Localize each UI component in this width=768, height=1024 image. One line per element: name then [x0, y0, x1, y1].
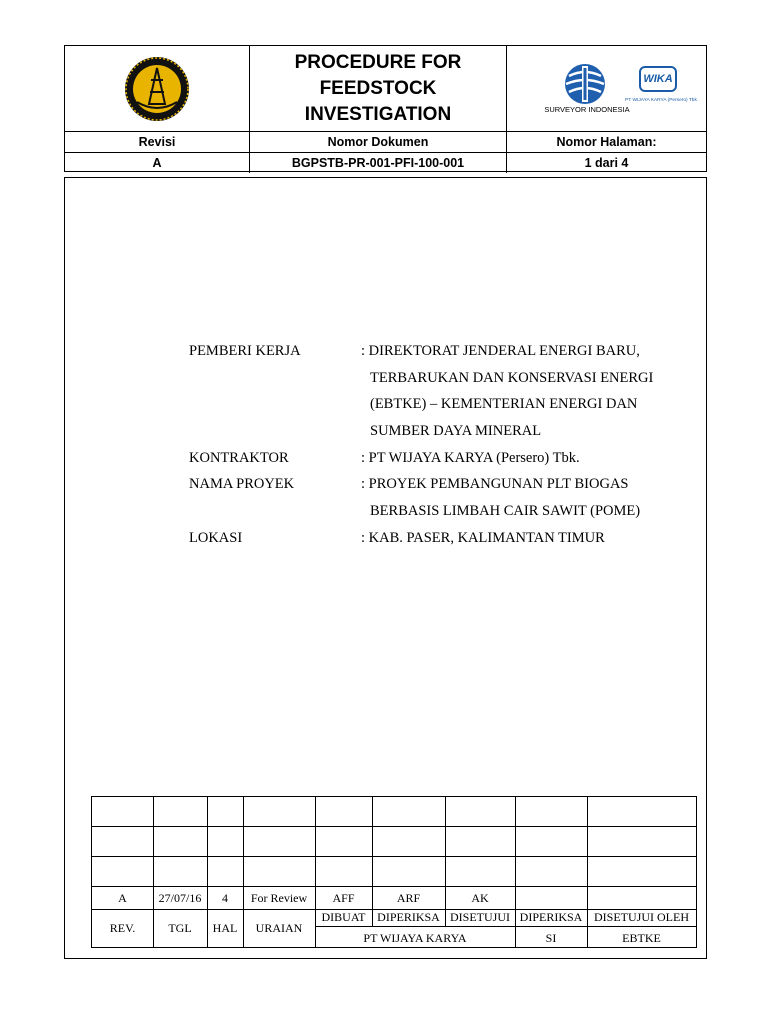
header-tgl: TGL: [168, 921, 192, 935]
header-uraian: URAIAN: [255, 921, 303, 935]
nama-proyek-label: NAMA PROYEK: [189, 476, 295, 493]
nama-proyek-line-2: BERBASIS LIMBAH CAIR SAWIT (POME): [370, 503, 641, 520]
row-divider: [92, 886, 696, 887]
kontraktor-label: KONTRAKTOR: [189, 449, 289, 466]
wika-logo-text: WIKA: [643, 73, 673, 85]
row-divider: [315, 926, 696, 927]
revision-table: [91, 796, 697, 948]
pemberi-kerja-label: PEMBERI KERJA: [189, 343, 301, 359]
pemberi-kerja-line-3: (EBTKE) – KEMENTERIAN ENERGI DAN: [370, 396, 638, 413]
surveyor-label: SURVEYOR INDONESIA: [544, 105, 630, 114]
nomor-halaman-value: 1 dari 4: [584, 156, 629, 170]
header-labels-row: [65, 132, 706, 153]
esdm-logo-cell: [65, 46, 250, 131]
nomor-halaman-label: Nomor Halaman:: [556, 135, 657, 149]
header-disetujui: DISETUJUI: [450, 910, 510, 924]
nomor-dokumen-label: Nomor Dokumen: [250, 132, 507, 152]
pemberi-kerja-line-4: SUMBER DAYA MINERAL: [370, 423, 542, 440]
header-diperiksa-si: DIPERIKSA: [519, 910, 583, 924]
header-rev: REV.: [109, 921, 136, 935]
nomor-dokumen-value: BGPSTB-PR-001-PFI-100-001: [250, 153, 507, 173]
entry-diperiksa: ARF: [396, 891, 421, 905]
lokasi-label: LOKASI: [189, 529, 243, 546]
esdm-emblem-icon: [65, 46, 249, 131]
title-line-2: FEEDSTOCK: [319, 77, 437, 99]
pemberi-kerja-line-2: TERBARUKAN DAN KONSERVASI ENERGI: [370, 369, 654, 386]
lokasi-value: : KAB. PASER, KALIMANTAN TIMUR: [361, 529, 605, 546]
row-divider: [92, 826, 696, 827]
entry-disetujui: AK: [471, 891, 489, 905]
col-divider: [445, 797, 446, 926]
title-line-3: INVESTIGATION: [304, 103, 452, 125]
org-ebtke: EBTKE: [622, 931, 661, 945]
wika-logo: [639, 66, 677, 92]
document-header: [64, 45, 707, 172]
row-divider: [92, 856, 696, 857]
entry-dibuat: AFF: [332, 891, 355, 905]
header-hal: HAL: [212, 921, 238, 935]
org-wika: PT WIJAYA KARYA: [363, 931, 467, 945]
entry-tgl: 27/07/16: [158, 891, 202, 905]
header-top-row: [65, 46, 706, 132]
nama-proyek-line-1: : PROYEK PEMBANGUNAN PLT BIOGAS: [361, 476, 629, 493]
pemberi-kerja-line-1: : DIREKTORAT JENDERAL ENERGI BARU,: [361, 343, 640, 359]
header-values-row: [65, 153, 706, 173]
entry-rev: A: [118, 891, 127, 905]
wika-label: PT WIJAYA KARYA (Persero) Tbk: [625, 98, 697, 103]
col-divider: [372, 797, 373, 926]
entry-uraian: For Review: [250, 891, 308, 905]
revisi-label: Revisi: [65, 132, 250, 152]
document-title: [250, 46, 507, 131]
kontraktor-value: : PT WIJAYA KARYA (Persero) Tbk.: [361, 449, 580, 466]
partner-logos-cell: [507, 46, 706, 131]
org-si: SI: [545, 931, 557, 945]
header-diperiksa: DIPERIKSA: [377, 910, 440, 924]
header-dibuat: DIBUAT: [321, 910, 366, 924]
title-line-1: PROCEDURE FOR: [294, 51, 462, 73]
header-disetujui-oleh: DISETUJUI OLEH: [594, 910, 689, 924]
entry-hal: 4: [222, 891, 228, 905]
revisi-value: A: [65, 153, 250, 173]
